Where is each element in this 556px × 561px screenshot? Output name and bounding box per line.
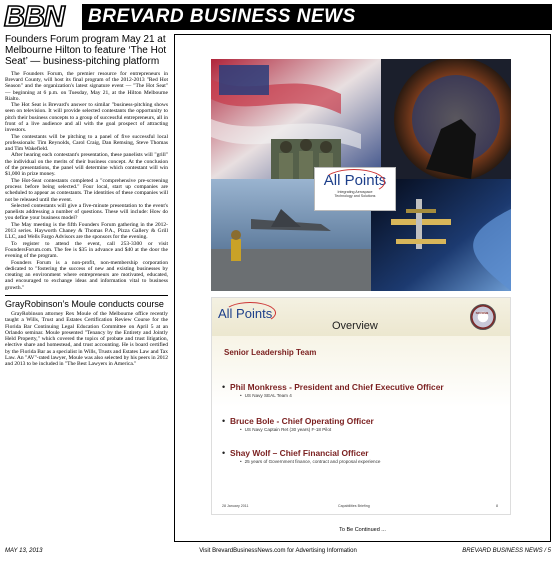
footer-date: MAY 13, 2013 (5, 548, 43, 554)
article-1-paragraph: To register to attend the event, call 253-3300 or visit FoundersForum.com. The fee is $35 in advance and $40 at the door the evening of the program. (5, 240, 168, 260)
article-1-paragraph: Selected contestants will give a five-minute presentation to the event's panelists addressing a number of questions. These will include: How do you define your business model? (5, 202, 168, 222)
bullet-icon: • (222, 382, 226, 392)
logo-tagline: Integrating Aerospace (337, 190, 373, 194)
leader-detail: • US Navy Captain Ret (30 years) F-18 Pilot (240, 427, 374, 432)
page-footer (5, 545, 551, 557)
section-heading: Senior Leadership Team (224, 348, 317, 357)
article-1-paragraph: The Founders Forum, the premier resource for entrepreneurs in Brevard County, will host its final program of the 2012-2013 "Red Hot Season" and the organization's latest signature event — "The Hot Seat" — beginning at 6 p.m. on Tuesday, May 21, at the Hilton Melbourne Rialto. (5, 70, 168, 102)
sdvosb-seal-icon (470, 304, 496, 330)
slide-footer (212, 504, 510, 510)
article-2-paragraph: GrayRobinson attorney Rex Moule of the Melbourne office recently taught a Wills, Trust and Estates Certification Review Course for the Florida Bar Continuing Legal Education Committee on April 5 at an Orlando seminar. Moule presented "Tenancy by the Entirety and Jointly Held Property," which covered the topics of probate and trust litigation, elective share and homestead, and trust accounting. He is board certified by the Florida Bar as a specialist in Wills, Trusts and Estates Law and Tax Law. An "AV"-rated lawyer, Moule was also selected by his peers in 2012 and 2013 to be included in "The Best Lawyers in America." (5, 311, 168, 368)
leader-name: Shay Wolf – Chief Financial Officer (230, 448, 369, 458)
article-1-paragraph: The Hot-Seat contestants completed a "comprehensive pre-screening process before being selected." Four local, start up companies are scheduled to appear as contestants. The identities of these companies will not be released until the event. (5, 177, 168, 203)
leader-name: Phil Monkress - President and Chief Executive Officer (230, 382, 444, 392)
ad-slide-collage (211, 59, 511, 291)
masthead (4, 1, 552, 33)
article-1-paragraph: The Hot Seat is Brevard's answer to similar "business-pitching shows seen on television. It will provide selected contestants the opportunity to pitch their business concepts to a group of successful entrepreneurs, all in front of a live audience and all with the goal prospect of attracting investors. (5, 102, 168, 134)
masthead-title: BREVARD BUSINESS NEWS (82, 4, 552, 30)
all-points-logo-box (314, 167, 396, 211)
article-divider (5, 295, 168, 296)
all-points-logo: All Points (218, 306, 272, 321)
slide-body (212, 336, 510, 514)
slide-footer-title: Capabilities Briefing (338, 504, 370, 508)
leader-item (222, 416, 374, 432)
all-points-logo: All Points (315, 172, 395, 190)
logo-swoosh-icon (323, 169, 385, 195)
slide-footer-date: 28 January 2011 (222, 504, 249, 508)
article-1-paragraph: The contestants will be pitching to a panel of five successful local professionals: Tim Reynolds, Carol Craig, Dan Remsing, Steve Thomas and Tim Wakefield. (5, 133, 168, 153)
footer-advertising-link[interactable]: Visit BrevardBusinessNews.com for Advertising Information (199, 548, 357, 554)
leader-item (222, 382, 444, 398)
article-2-headline: GrayRobinson’s Moule conducts course (5, 299, 164, 309)
article-1-headline: Founders Forum program May 21 at Melbourne Hilton to feature ‘The Hot Seat’ — business-pitching platform (5, 34, 167, 68)
masthead-logo: BBN (4, 4, 80, 30)
article-1-body (5, 71, 168, 291)
left-column (5, 34, 168, 542)
footer-page-label: BREVARD BUSINESS NEWS / 5 (462, 548, 551, 554)
leader-name: Bruce Bole - Chief Operating Officer (230, 416, 374, 426)
advertisement (174, 34, 551, 542)
article-2-body (5, 311, 168, 368)
article-1-paragraph: The May meeting is the fifth Founders Forum gathering in the 2012-2013 series. Hayworth Chaney & Thomas P.A., Pizza Gallery & Grill LLC, and Wells Fargo Advisors are the sponsors for the evening. (5, 221, 168, 241)
article-1-paragraph: After hearing each contestant's presentation, these panelists will "grill" the individual on the merits of their business concept. At the conclusion of the presentations, the panel will determine which contestant will win $1,000 in prize money. (5, 152, 168, 178)
leader-item (222, 448, 381, 464)
logo-swoosh-icon (224, 302, 276, 324)
leader-detail: • 25 years of Government finance, contract and proposal experience (240, 459, 380, 464)
veterans-seal-photo (381, 59, 511, 181)
continued-note: To Be Continued ... (339, 527, 386, 533)
leader-detail: • US Navy SEAL Team 4 (240, 393, 444, 398)
article-1-paragraph: Founders Forum is a non-profit, non-membership corporation dedicated to "fostering the success of new and existing businesses by creating an environment where entrepreneurs are motivated, educated, and encouraged to exchange ideas and information vital to business growth." (5, 259, 168, 291)
bullet-icon: • (222, 448, 226, 458)
seal-label: SDVOSB (475, 311, 489, 315)
logo-tagline: Technology and Solutions (334, 194, 376, 198)
slide-title: Overview (332, 320, 378, 332)
slide-page-number: 8 (496, 504, 498, 508)
bullet-icon: • (222, 416, 226, 426)
ad-slide-overview (211, 297, 511, 515)
slide-header (212, 298, 510, 336)
